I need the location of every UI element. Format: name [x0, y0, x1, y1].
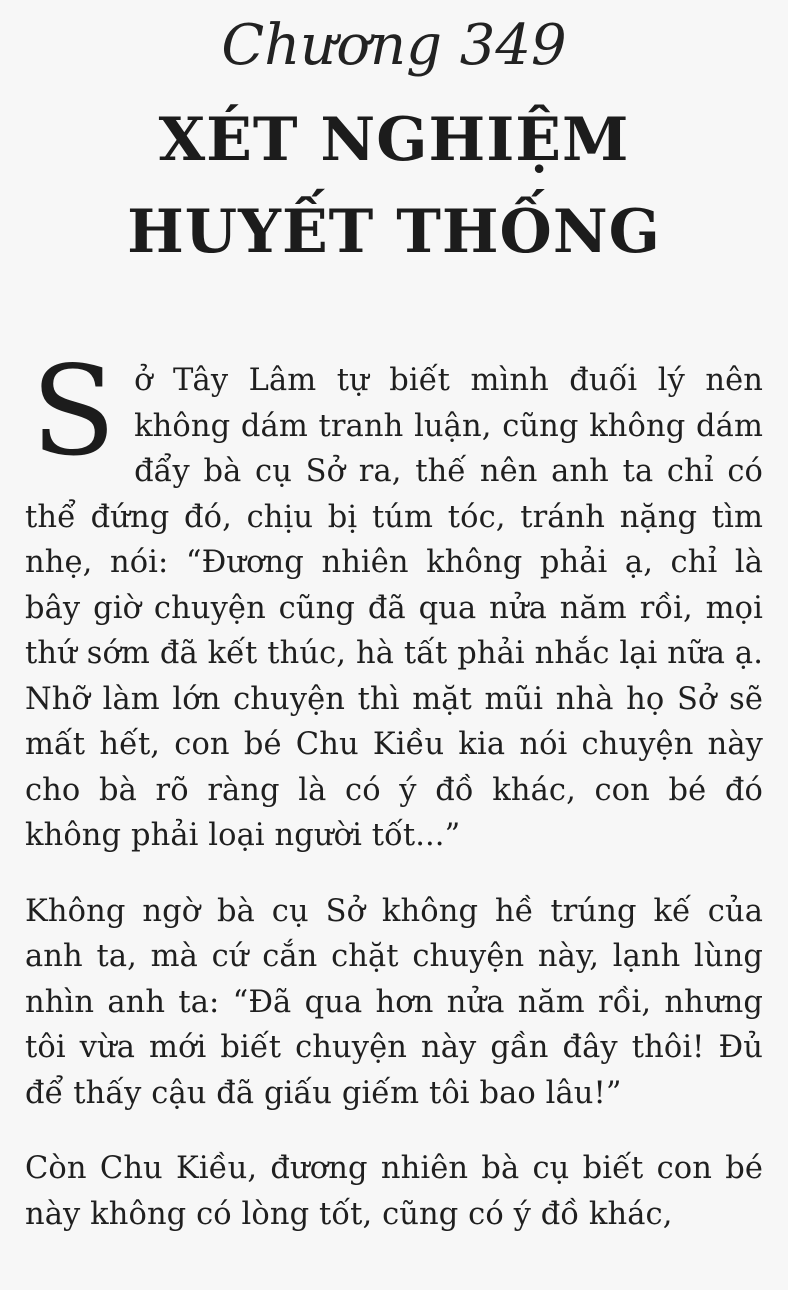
drop-cap: S: [31, 340, 117, 484]
chapter-number: Chương 349: [221, 13, 567, 78]
chapter-title-line-2: HUYẾT THỐNG: [127, 197, 661, 267]
paragraph-2: Không ngờ bà cụ Sở không hề trúng kế của anh ta, mà cứ cắn chặt chuyện này, lạnh lùng nhìn anh ta: “Đã qua hơn nửa năm rồi, nhưng tôi vừa mới biết chuyện này gần đây thôi! Đủ để thấy cậu đã giấu giếm tôi bao lâu!”: [25, 893, 763, 1111]
paragraph-3: Còn Chu Kiều, đương nhiên bà cụ biết con bé này không có lòng tốt, cũng có ý đồ khác,: [25, 1151, 763, 1232]
chapter-content: [25, 340, 763, 1237]
chapter-title: [25, 94, 763, 278]
paragraph-1-text: ở Tây Lâm tự biết mình đuối lý nên không dám tranh luận, cũng không dám đẩy bà cụ Sở ra, thế nên anh ta chỉ có thể đứng đó, chịu bị túm tóc, tránh nặng tìm nhẹ, nói: “Đương nhiên không phải ạ, chỉ là bây giờ chuyện cũng đã qua nửa năm rồi, mọi thứ sớm đã kết thúc, hà tất phải nhắc lại nữa ạ. Nhỡ làm lớn chuyện thì mặt mũi nhà họ Sở sẽ mất hết, con bé Chu Kiều kia nói chuyện này cho bà rõ ràng là có ý đồ khác, con bé đó không phải loại người tốt...”: [25, 363, 763, 853]
paragraph-1: [25, 340, 763, 859]
chapter-title-line-1: XÉT NGHIỆM: [158, 105, 630, 175]
